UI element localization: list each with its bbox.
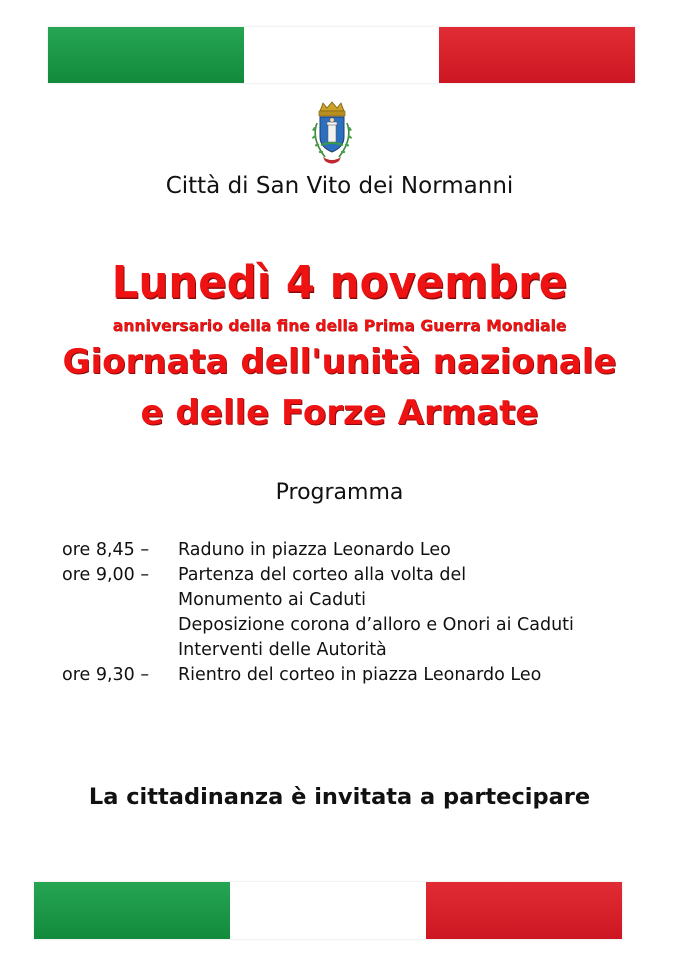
flag-stripe-green (48, 27, 244, 83)
event-subtitle: anniversario della fine della Prima Guerra Mondiale (112, 317, 567, 335)
event-date: Lunedì 4 novembre (111, 256, 568, 309)
schedule-row (62, 663, 622, 688)
schedule-row (62, 538, 622, 563)
italian-flag-banner-bottom (34, 882, 622, 939)
flag-stripe-red (439, 27, 635, 83)
italian-flag-banner-top (48, 27, 635, 83)
event-title-line-2: e delle Forze Armate (140, 393, 539, 433)
flag-stripe-green (34, 882, 230, 939)
city-name: Città di San Vito dei Normanni (165, 173, 514, 199)
program-heading: Programma (275, 480, 404, 505)
schedule-time: ore 9,00 – (62, 565, 150, 585)
event-title-line-1: Giornata dell'unità nazionale (62, 342, 617, 382)
flag-stripe-white (230, 882, 426, 939)
schedule-description: Partenza del corteo alla volta del (178, 565, 467, 585)
schedule-row (62, 563, 622, 588)
flag-stripe-white (244, 27, 440, 83)
schedule-description: Interventi delle Autorità (178, 640, 387, 660)
schedule-time: ore 8,45 – (62, 540, 150, 560)
schedule-time: ore 9,30 – (62, 665, 150, 685)
city-coat-of-arms-icon (303, 101, 361, 167)
schedule-row (62, 613, 622, 638)
schedule-row (62, 638, 622, 663)
invitation-text: La cittadinanza è invitata a partecipare (88, 784, 591, 810)
program-schedule (62, 538, 622, 688)
schedule-row (62, 588, 622, 613)
schedule-description: Monumento ai Caduti (178, 590, 367, 610)
flag-stripe-red (426, 882, 622, 939)
schedule-description: Raduno in piazza Leonardo Leo (178, 540, 451, 560)
schedule-description: Rientro del corteo in piazza Leonardo Leo (178, 665, 542, 685)
schedule-description: Deposizione corona d’alloro e Onori ai Caduti (178, 615, 574, 635)
